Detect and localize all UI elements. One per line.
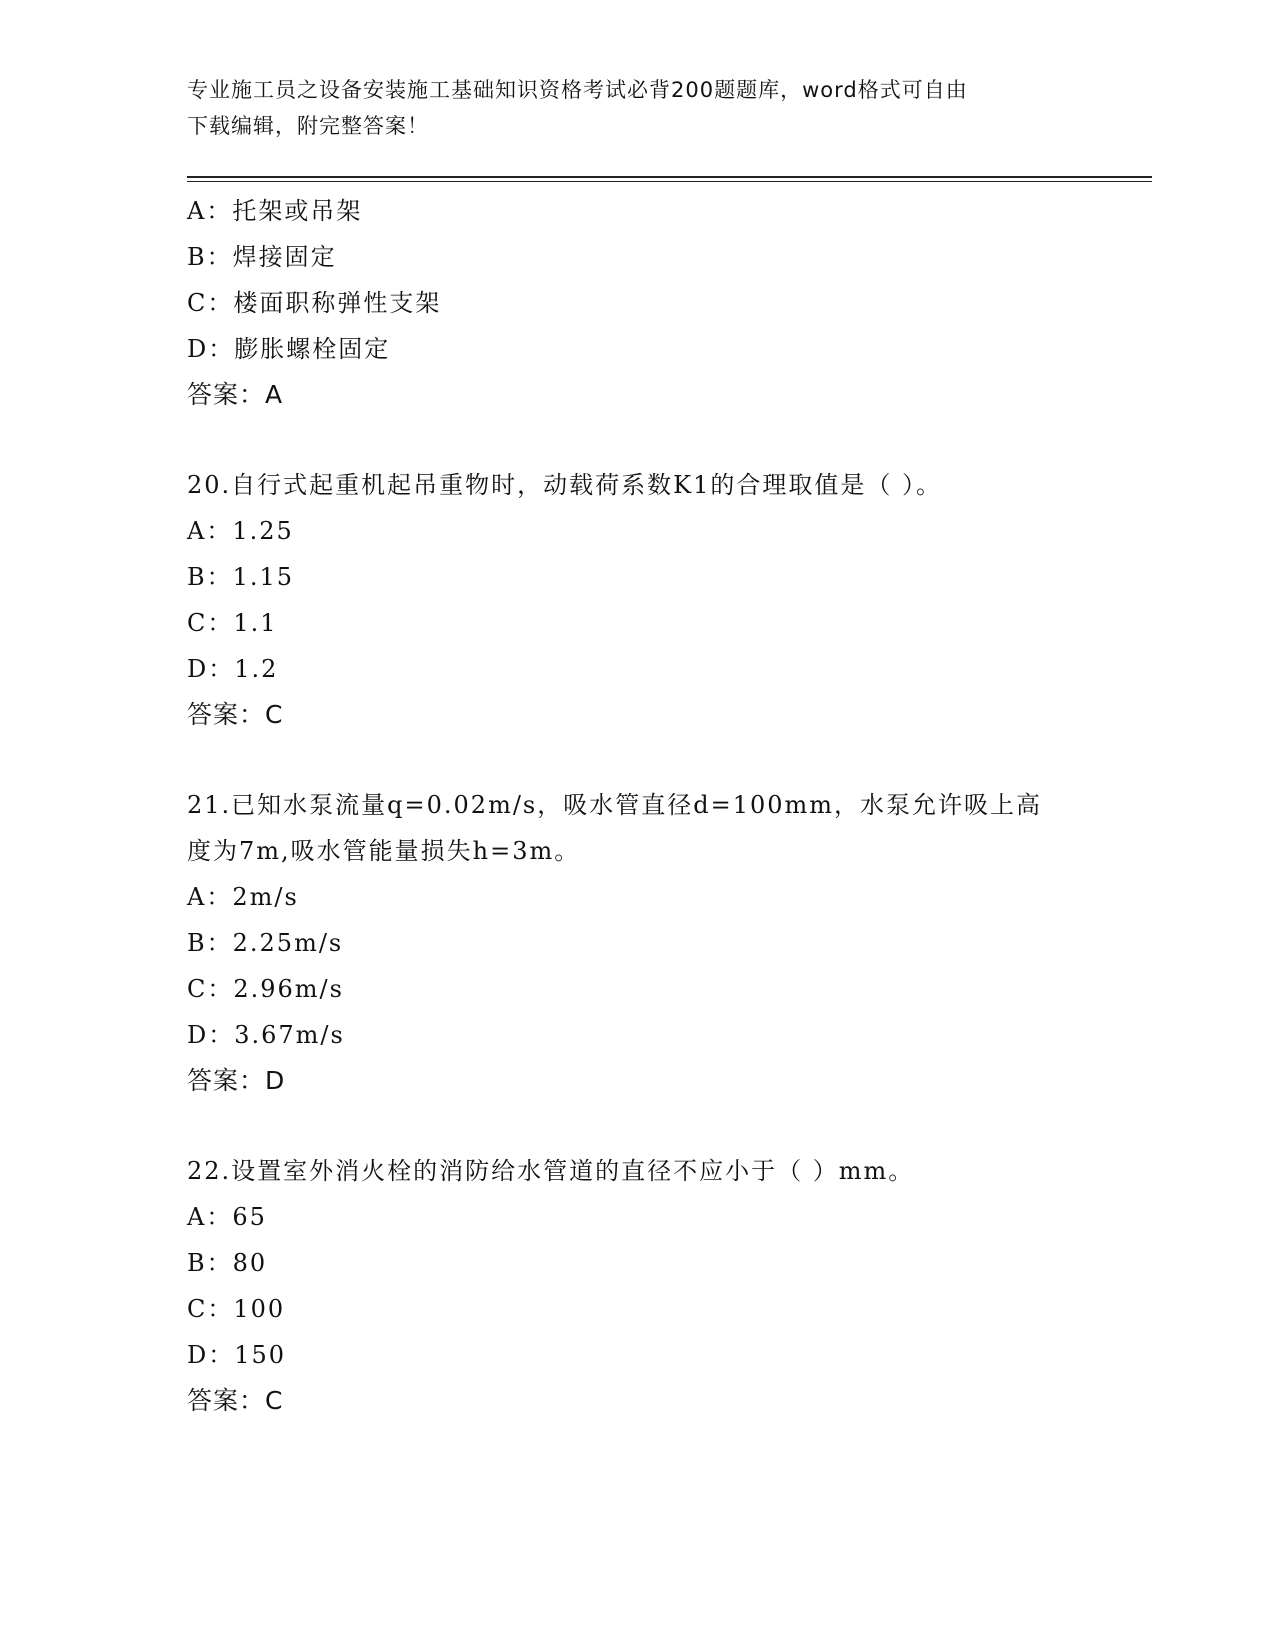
- question-list: [187, 188, 1087, 1424]
- answer: 答案：A: [187, 380, 284, 409]
- option-b: B：1.15: [187, 563, 295, 591]
- question-text: 22.设置室外消火栓的消防给水管道的直径不应小于（ ）mm。: [187, 1157, 915, 1185]
- option-b: B：2.25m/s: [187, 929, 344, 957]
- document-header: [187, 72, 1067, 144]
- spacer: [187, 738, 1087, 782]
- header-line-1: 专业施工员之设备安装施工基础知识资格考试必背200题题库，word格式可自由: [187, 78, 968, 102]
- question-text-line-1: 21.已知水泵流量q=0.02m/s，吸水管直径d=100mm，水泵允许吸上高: [187, 791, 1043, 819]
- option-c: C：2.96m/s: [187, 975, 344, 1003]
- option-b: B：焊接固定: [187, 243, 337, 271]
- option-a: A：托架或吊架: [187, 197, 363, 225]
- answer: 答案：D: [187, 1066, 286, 1095]
- option-d: D：3.67m/s: [187, 1021, 345, 1049]
- option-a: A：1.25: [187, 517, 294, 545]
- option-d: D：膨胀螺栓固定: [187, 335, 391, 363]
- option-d: D：1.2: [187, 655, 279, 683]
- option-c: C：1.1: [187, 609, 278, 637]
- spacer: [187, 418, 1087, 462]
- option-c: C：100: [187, 1295, 286, 1323]
- option-c: C：楼面职称弹性支架: [187, 289, 442, 317]
- header-line-2: 下载编辑，附完整答案！: [187, 114, 429, 138]
- question-22: [187, 1148, 1087, 1424]
- answer: 答案：C: [187, 700, 284, 729]
- question-text: 20.自行式起重机起吊重物时，动载荷系数K1的合理取值是（ ）。: [187, 471, 942, 499]
- question-20: [187, 462, 1087, 738]
- header-divider-thin: [187, 181, 1152, 182]
- option-a: A：2m/s: [187, 883, 299, 911]
- answer: 答案：C: [187, 1386, 284, 1415]
- option-a: A：65: [187, 1203, 267, 1231]
- option-d: D：150: [187, 1341, 287, 1369]
- question-19: [187, 188, 1087, 418]
- spacer: [187, 1104, 1087, 1148]
- question-21: [187, 782, 1087, 1104]
- question-text-line-2: 度为7m,吸水管能量损失h=3m。: [187, 837, 581, 865]
- header-divider-thick: [187, 176, 1152, 178]
- option-b: B：80: [187, 1249, 268, 1277]
